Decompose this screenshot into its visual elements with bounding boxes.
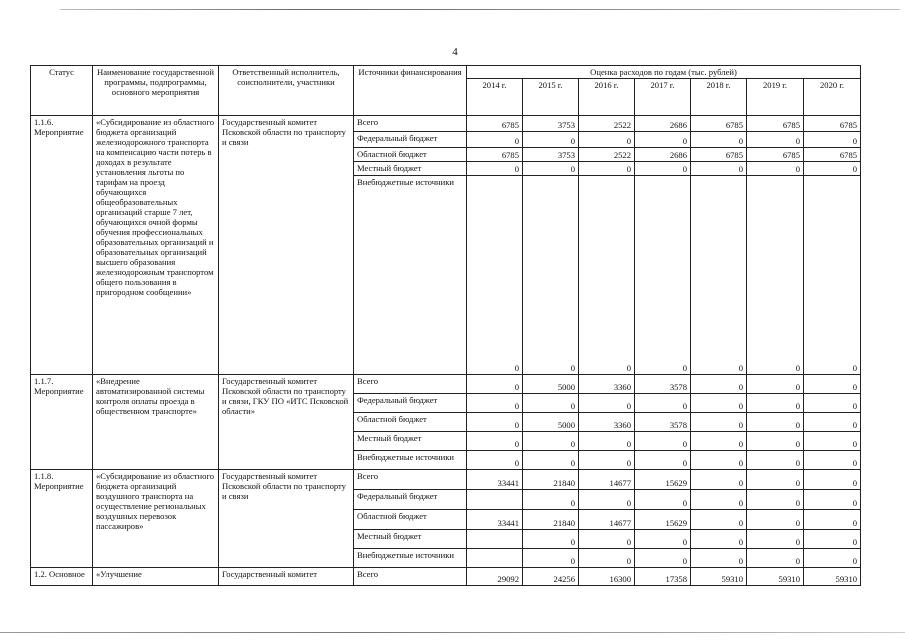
value-cell: 24256 bbox=[523, 568, 579, 586]
value-cell: 0 bbox=[579, 490, 635, 510]
value-cell: 0 bbox=[804, 176, 861, 375]
source-label: Федеральный бюджет bbox=[354, 490, 467, 510]
value-cell: 0 bbox=[691, 432, 747, 451]
table-header bbox=[31, 66, 861, 116]
value-cell: 0 bbox=[747, 132, 804, 148]
value-cell bbox=[467, 490, 523, 510]
row-name: «Внедрение автоматизированной системы контроля оплаты проезда в общественном транспорте» bbox=[93, 375, 219, 470]
value-cell: 0 bbox=[747, 470, 804, 490]
value-cell: 0 bbox=[747, 510, 804, 530]
value-cell: 0 bbox=[804, 549, 861, 568]
table-row bbox=[31, 568, 861, 586]
row-name: «Улучшение bbox=[93, 568, 219, 586]
header-year: 2020 г. bbox=[804, 79, 861, 116]
row-name: «Субсидирование из областного бюджета организаций железнодорожного транспорта на компенсацию части потерь в доходах в результате установления льготы по тарифам на проезд обучающихся общеобразовательных организаций старше 7 лет, обучающихся очной формы обучения профессиональных образовательных организаций и образовательных организаций высшего образования железнодорожным транспортом общего пользования в пригородном сообщении» bbox=[93, 116, 219, 375]
source-label: Местный бюджет bbox=[354, 162, 467, 176]
value-cell: 0 bbox=[523, 451, 579, 470]
row-responsible: Государственный комитет Псковской области по транспорту и связи bbox=[219, 470, 354, 568]
source-label: Внебюджетные источники bbox=[354, 451, 467, 470]
value-cell: 0 bbox=[804, 394, 861, 413]
source-label: Внебюджетные источники bbox=[354, 549, 467, 568]
value-cell: 2686 bbox=[635, 148, 691, 162]
value-cell: 0 bbox=[747, 394, 804, 413]
value-cell: 0 bbox=[467, 132, 523, 148]
row-status: 1.2. Основное bbox=[31, 568, 93, 586]
value-cell: 6785 bbox=[747, 148, 804, 162]
value-cell: 0 bbox=[747, 549, 804, 568]
value-cell: 0 bbox=[523, 530, 579, 549]
row-status: 1.1.8. Мероприятие bbox=[31, 470, 93, 568]
value-cell: 6785 bbox=[467, 116, 523, 132]
value-cell: 6785 bbox=[804, 116, 861, 132]
value-cell: 0 bbox=[747, 375, 804, 394]
value-cell: 0 bbox=[635, 132, 691, 148]
value-cell: 3360 bbox=[579, 375, 635, 394]
source-label: Всего bbox=[354, 470, 467, 490]
value-cell: 59310 bbox=[747, 568, 804, 586]
row-responsible: Государственный комитет Псковской области по транспорту и связи bbox=[219, 116, 354, 375]
value-cell: 3360 bbox=[579, 413, 635, 432]
value-cell: 0 bbox=[804, 375, 861, 394]
header-year: 2016 г. bbox=[579, 79, 635, 116]
value-cell: 0 bbox=[523, 394, 579, 413]
value-cell: 0 bbox=[691, 176, 747, 375]
value-cell: 6785 bbox=[691, 116, 747, 132]
page-number: 4 bbox=[452, 46, 458, 58]
scan-edge-bottom bbox=[0, 632, 905, 633]
value-cell: 0 bbox=[467, 451, 523, 470]
value-cell bbox=[467, 530, 523, 549]
value-cell: 0 bbox=[523, 132, 579, 148]
value-cell: 2522 bbox=[579, 116, 635, 132]
value-cell: 3578 bbox=[635, 413, 691, 432]
value-cell: 0 bbox=[467, 413, 523, 432]
value-cell: 0 bbox=[579, 549, 635, 568]
table-body bbox=[31, 116, 861, 586]
value-cell: 0 bbox=[804, 162, 861, 176]
value-cell: 0 bbox=[579, 394, 635, 413]
header-sources: Источники финансирования bbox=[354, 66, 467, 116]
value-cell: 0 bbox=[523, 549, 579, 568]
row-status: 1.1.6. Мероприятие bbox=[31, 116, 93, 375]
value-cell: 6785 bbox=[467, 148, 523, 162]
value-cell: 15629 bbox=[635, 510, 691, 530]
value-cell: 16300 bbox=[579, 568, 635, 586]
table-row bbox=[31, 375, 861, 394]
value-cell: 6785 bbox=[747, 116, 804, 132]
value-cell: 2686 bbox=[635, 116, 691, 132]
value-cell: 0 bbox=[523, 490, 579, 510]
value-cell: 6785 bbox=[804, 148, 861, 162]
value-cell: 0 bbox=[635, 549, 691, 568]
source-label: Внебюджетные источники bbox=[354, 176, 467, 375]
value-cell: 0 bbox=[635, 451, 691, 470]
value-cell: 0 bbox=[691, 470, 747, 490]
value-cell: 0 bbox=[747, 162, 804, 176]
value-cell: 0 bbox=[691, 375, 747, 394]
row-responsible: Государственный комитет bbox=[219, 568, 354, 586]
value-cell: 2522 bbox=[579, 148, 635, 162]
header-year: 2014 г. bbox=[467, 79, 523, 116]
scan-edge-top bbox=[60, 9, 900, 10]
row-name: «Субсидирование из областного бюджета организаций воздушного транспорта на осуществление региональных воздушных перевозок пассажиров» bbox=[93, 470, 219, 568]
value-cell: 0 bbox=[804, 451, 861, 470]
header-status: Статус bbox=[31, 66, 93, 116]
source-label: Областной бюджет bbox=[354, 413, 467, 432]
value-cell: 0 bbox=[635, 394, 691, 413]
value-cell bbox=[467, 549, 523, 568]
value-cell: 0 bbox=[579, 132, 635, 148]
value-cell: 0 bbox=[804, 413, 861, 432]
value-cell: 0 bbox=[467, 375, 523, 394]
source-label: Всего bbox=[354, 568, 467, 586]
source-label: Местный бюджет bbox=[354, 530, 467, 549]
header-year: 2015 г. bbox=[523, 79, 579, 116]
header-year: 2019 г. bbox=[747, 79, 804, 116]
source-label: Всего bbox=[354, 375, 467, 394]
source-label: Федеральный бюджет bbox=[354, 394, 467, 413]
value-cell: 0 bbox=[579, 432, 635, 451]
header-year: 2018 г. bbox=[691, 79, 747, 116]
value-cell: 0 bbox=[747, 451, 804, 470]
value-cell: 0 bbox=[579, 530, 635, 549]
value-cell: 0 bbox=[635, 162, 691, 176]
value-cell: 17358 bbox=[635, 568, 691, 586]
value-cell: 0 bbox=[804, 132, 861, 148]
source-label: Областной бюджет bbox=[354, 148, 467, 162]
value-cell: 29092 bbox=[467, 568, 523, 586]
value-cell: 0 bbox=[691, 490, 747, 510]
value-cell: 0 bbox=[747, 530, 804, 549]
value-cell: 0 bbox=[635, 490, 691, 510]
budget-table bbox=[30, 65, 861, 586]
value-cell: 0 bbox=[579, 451, 635, 470]
value-cell: 0 bbox=[747, 432, 804, 451]
value-cell: 0 bbox=[523, 176, 579, 375]
source-label: Федеральный бюджет bbox=[354, 132, 467, 148]
value-cell: 0 bbox=[691, 413, 747, 432]
value-cell: 0 bbox=[691, 394, 747, 413]
source-label: Местный бюджет bbox=[354, 432, 467, 451]
value-cell: 0 bbox=[467, 432, 523, 451]
value-cell: 0 bbox=[635, 432, 691, 451]
row-status: 1.1.7. Мероприятие bbox=[31, 375, 93, 470]
value-cell: 59310 bbox=[691, 568, 747, 586]
value-cell: 0 bbox=[635, 176, 691, 375]
value-cell: 14677 bbox=[579, 510, 635, 530]
header-name: Наименование государственной программы, подпрограммы, основного мероприятия bbox=[93, 66, 219, 116]
value-cell: 5000 bbox=[523, 375, 579, 394]
value-cell: 0 bbox=[579, 162, 635, 176]
source-label: Областной бюджет bbox=[354, 510, 467, 530]
value-cell: 0 bbox=[804, 490, 861, 510]
value-cell: 59310 bbox=[804, 568, 861, 586]
value-cell: 0 bbox=[691, 530, 747, 549]
value-cell: 0 bbox=[523, 162, 579, 176]
value-cell: 0 bbox=[691, 510, 747, 530]
value-cell: 0 bbox=[804, 470, 861, 490]
value-cell: 0 bbox=[523, 432, 579, 451]
value-cell: 14677 bbox=[579, 470, 635, 490]
value-cell: 0 bbox=[747, 413, 804, 432]
value-cell: 3753 bbox=[523, 116, 579, 132]
header-year: 2017 г. bbox=[635, 79, 691, 116]
value-cell: 21840 bbox=[523, 510, 579, 530]
value-cell: 5000 bbox=[523, 413, 579, 432]
table-row bbox=[31, 116, 861, 132]
value-cell: 33441 bbox=[467, 470, 523, 490]
value-cell: 0 bbox=[467, 162, 523, 176]
value-cell: 0 bbox=[467, 394, 523, 413]
value-cell: 6785 bbox=[691, 148, 747, 162]
source-label: Всего bbox=[354, 116, 467, 132]
header-estimate: Оценка расходов по годам (тыс. рублей) bbox=[467, 66, 861, 79]
value-cell: 21840 bbox=[523, 470, 579, 490]
value-cell: 0 bbox=[804, 530, 861, 549]
header-responsible: Ответственный исполнитель, соисполнители, участники bbox=[219, 66, 354, 116]
value-cell: 0 bbox=[691, 132, 747, 148]
value-cell: 0 bbox=[467, 176, 523, 375]
table-row bbox=[31, 470, 861, 490]
header-row bbox=[31, 66, 861, 79]
value-cell: 0 bbox=[691, 451, 747, 470]
value-cell: 0 bbox=[804, 432, 861, 451]
value-cell: 3578 bbox=[635, 375, 691, 394]
value-cell: 33441 bbox=[467, 510, 523, 530]
value-cell: 0 bbox=[635, 530, 691, 549]
row-responsible: Государственный комитет Псковской области по транспорту и связи, ГКУ ПО «ИТС Псковской области» bbox=[219, 375, 354, 470]
value-cell: 0 bbox=[691, 162, 747, 176]
value-cell: 0 bbox=[691, 549, 747, 568]
value-cell: 15629 bbox=[635, 470, 691, 490]
value-cell: 0 bbox=[579, 176, 635, 375]
value-cell: 0 bbox=[747, 490, 804, 510]
value-cell: 0 bbox=[747, 176, 804, 375]
value-cell: 3753 bbox=[523, 148, 579, 162]
value-cell: 0 bbox=[804, 510, 861, 530]
